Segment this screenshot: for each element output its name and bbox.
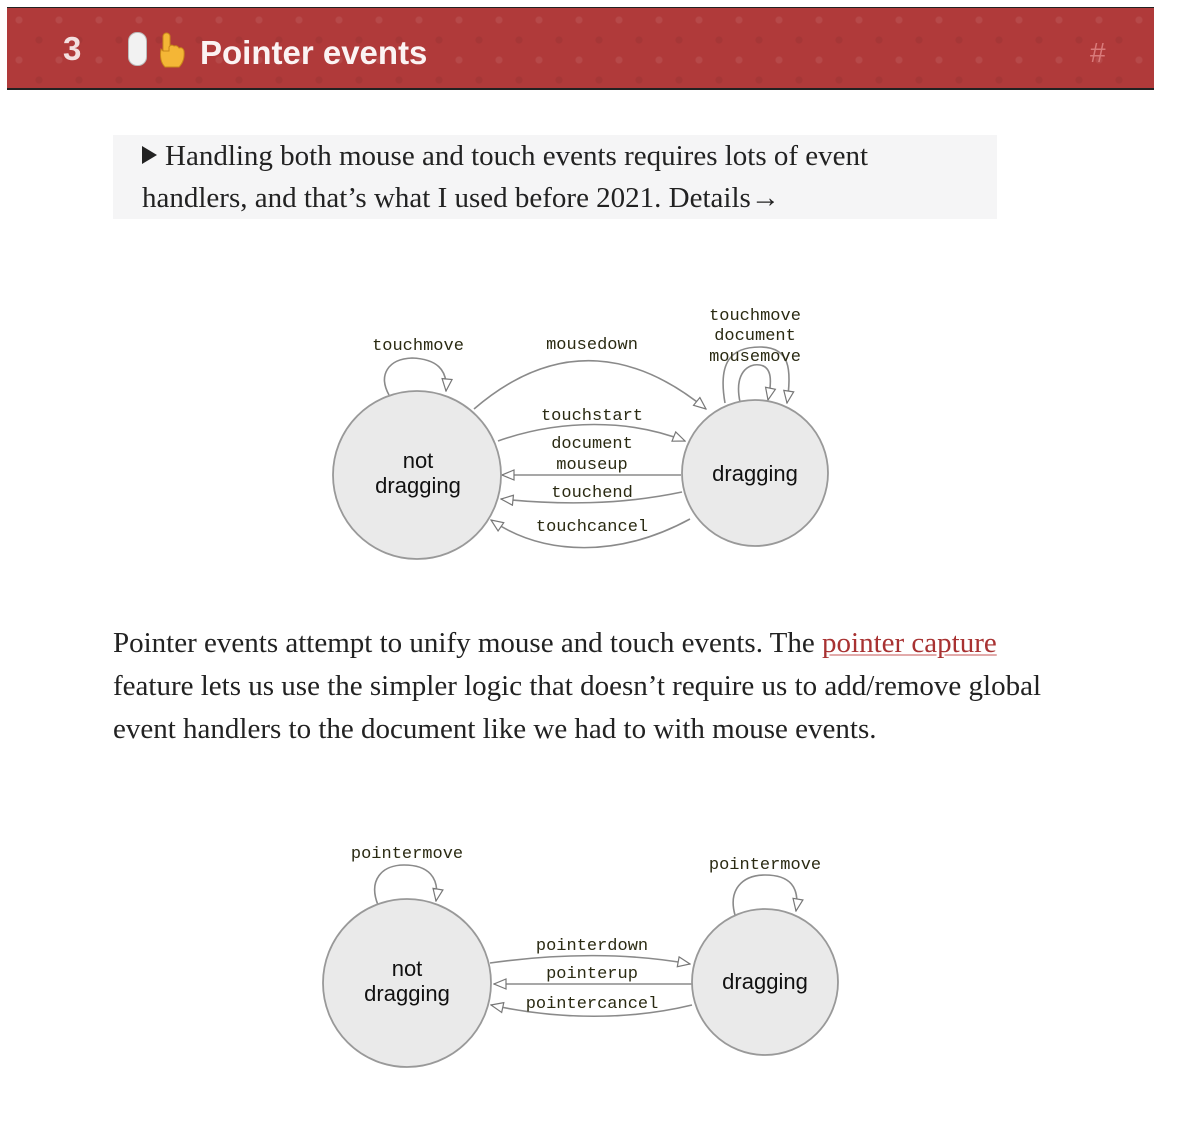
node-label-dragging-right-2: dragging xyxy=(722,969,808,994)
label-mousedown: mousedown xyxy=(546,336,638,355)
label-pointermove-right: pointermove xyxy=(708,856,822,875)
node-label-dragging-left: dragging xyxy=(375,473,461,498)
section-number: 3 xyxy=(63,30,82,67)
self-loop-left xyxy=(385,358,447,395)
edge-pointerdown xyxy=(490,956,690,964)
section-header xyxy=(7,7,1154,90)
label-mouseup: mouseup xyxy=(556,456,628,475)
node-label-not: not xyxy=(402,448,434,473)
label-touchstart: touchstart xyxy=(540,407,644,426)
paragraph-text-end: feature lets us use the simpler logic that doesn’t require us to add/remove global event handlers to the document like we had to with mouse events. xyxy=(113,670,1042,745)
details-summary-text: Handling both mouse and touch events requires lots of event handlers, and that’s what I used before 2021. Details→ xyxy=(142,140,869,214)
self-loop-right-inner xyxy=(739,365,771,402)
label-pointercancel: pointercancel xyxy=(525,995,659,1014)
node-label-dragging-right: dragging xyxy=(712,461,798,486)
body-paragraph xyxy=(113,622,1073,751)
label-touchmove-right: touchmove xyxy=(709,307,801,326)
node-label-dragging-left-2: dragging xyxy=(364,981,450,1006)
pointing-hand-icon xyxy=(155,31,187,71)
label-pointerup: pointerup xyxy=(546,965,638,984)
label-touchmove-left: touchmove xyxy=(372,337,464,356)
node-label-not-2: not xyxy=(391,956,423,981)
edge-mousedown xyxy=(474,361,706,409)
state-diagram-mouse-touch xyxy=(0,295,1200,570)
label-document-right: document xyxy=(714,327,796,346)
section-anchor-link[interactable]: # xyxy=(1090,37,1106,68)
pointer-capture-link[interactable]: pointer capture xyxy=(822,627,997,659)
label-mousemove-right: mousemove xyxy=(709,348,801,367)
label-pointerdown: pointerdown xyxy=(535,937,649,956)
paragraph-text-start: Pointer events attempt to unify mouse and touch events. The xyxy=(113,627,823,659)
label-pointermove-left: pointermove xyxy=(350,845,464,864)
label-touchcancel: touchcancel xyxy=(535,518,649,537)
label-document: document xyxy=(551,435,633,454)
mouse-icon xyxy=(128,32,147,66)
label-touchend: touchend xyxy=(551,484,633,503)
details-summary[interactable] xyxy=(113,135,997,219)
state-diagram-pointer xyxy=(0,835,1200,1080)
disclosure-triangle-icon[interactable] xyxy=(142,146,157,164)
section-title: Pointer events xyxy=(200,34,428,71)
